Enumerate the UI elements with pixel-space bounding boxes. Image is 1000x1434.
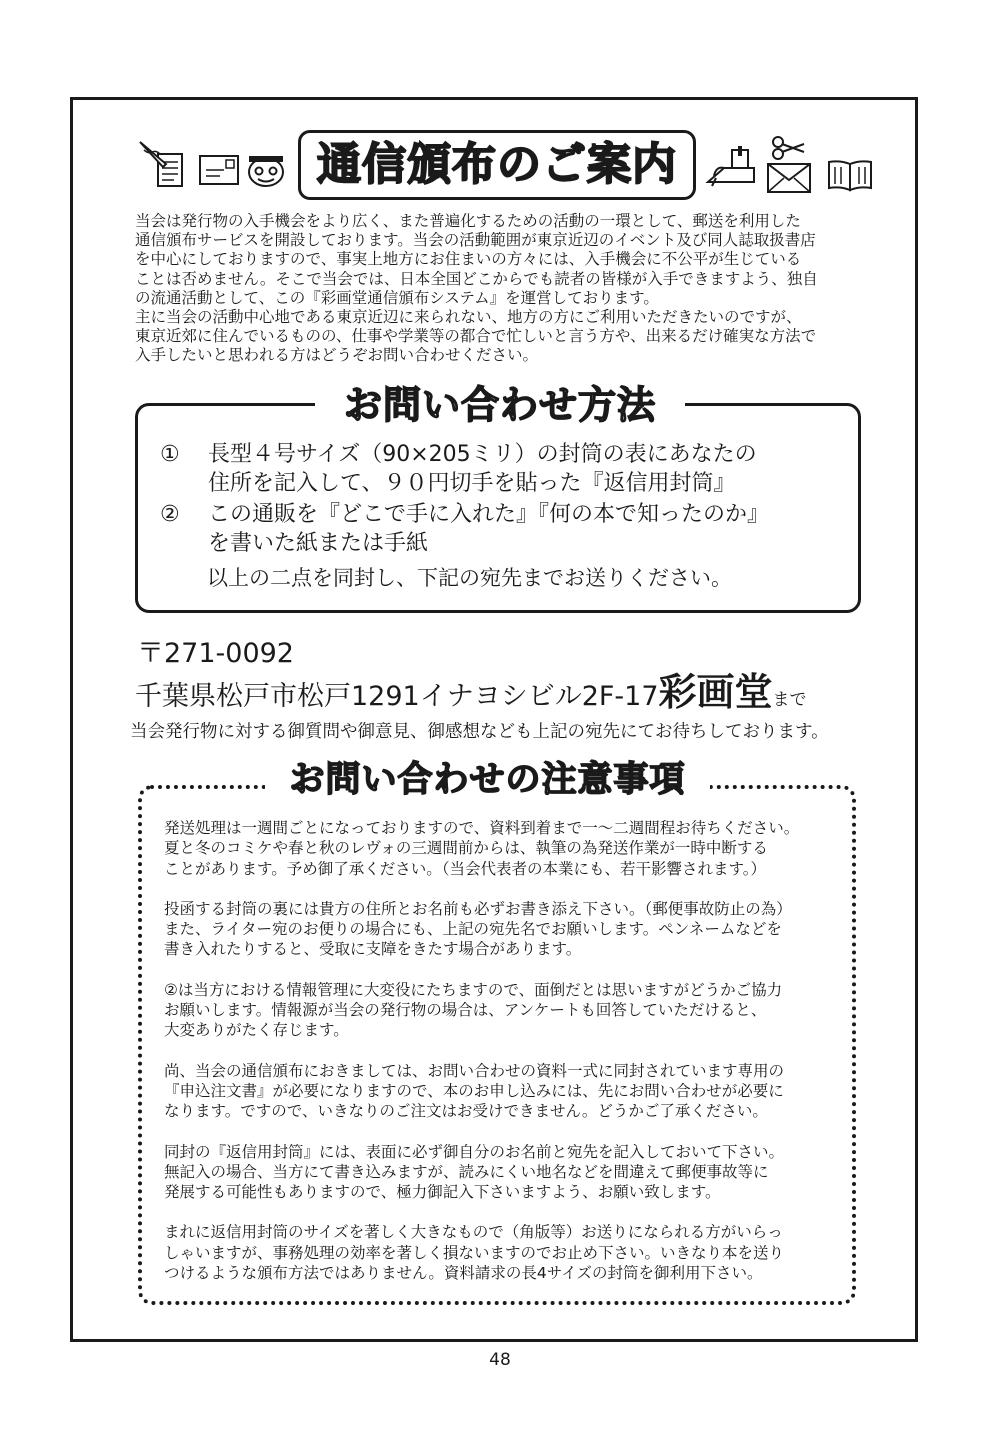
postal-code: 〒271-0092 xyxy=(137,638,294,669)
face-icon xyxy=(246,152,286,188)
open-book-icon xyxy=(826,158,874,192)
caution-line: ②は当方における情報管理に大変役にたちますので、面倒だとは思いますがどうかご協力 xyxy=(164,980,783,999)
method-closing: 以上の二点を同封し、下記の宛先までお送りください。 xyxy=(207,566,732,590)
page-title: 通信頒布のご案内 xyxy=(317,139,677,190)
pen-document-icon xyxy=(136,138,188,190)
caution-paragraph xyxy=(164,1061,844,1122)
intro-line: 通信頒布サービスを開設しております。当会の活動範囲が東京近辺のイベント及び同人誌取扱書店 xyxy=(135,231,816,250)
caution-line: 発展する可能性もありますので、極力御記入下さいますよう、お願い致します。 xyxy=(164,1183,721,1202)
method-item xyxy=(160,440,757,498)
title-box xyxy=(298,130,696,200)
method-item-line: 住所を記入して、９０円切手を貼った『返信用封筒』 xyxy=(208,471,736,496)
intro-line: 東京近郊に住んでいるものの、仕事や学業等の都合で忙しいと言う方や、出来るだけ確実な方法で xyxy=(135,327,817,346)
address-note: 当会発行物に対する御質問や御意見、御感想なども上記の宛先にてお待ちしております。 xyxy=(130,722,829,742)
intro-line: を中心にしておりますので、事実上地方にお住まいの方々には、入手機会に不公平が生じている xyxy=(135,250,802,269)
caution-line: 夏と冬のコミケや春と秋のレヴォの三週間前からは、執筆の為発送作業が一時中断する xyxy=(164,839,768,858)
caution-paragraph xyxy=(164,818,844,879)
intro-line: の流通活動として、この『彩画堂通信頒布システム』を運営しております。 xyxy=(135,288,659,307)
caution-line: お願いします。情報源が当会の発行物の場合は、アンケートも回答していただけると、 xyxy=(164,1001,767,1020)
method-item xyxy=(160,500,769,558)
method-item-line: を書いた紙または手紙 xyxy=(208,531,429,556)
caution-line: 尚、当会の通信頒布におきましては、お問い合わせの資料一式に同封されています専用の xyxy=(164,1061,785,1080)
intro-text xyxy=(135,212,875,366)
caution-line: しゃいますが、事務処理の効率を著しく損ないますのでお止め下さい。いきなり本を送り xyxy=(164,1243,785,1262)
method-item-line: この通販を『どこで手に入れた』『何の本で知ったのか』 xyxy=(208,502,770,527)
method-item-line: 長型４号サイズ（90×205ミリ）の封筒の表にあなたの xyxy=(208,442,757,467)
caution-line: 投函する封筒の裏には貴方の住所とお名前も必ずお書き添え下さい。（郵便事故防止の為） xyxy=(164,899,792,918)
caution-line: 無記入の場合、当方にて書き込みますが、読みにくい地名などを間違えて郵便事故等に xyxy=(164,1162,769,1181)
caution-line: 書き入れたりすると、受取に支障をきたす場合があります。 xyxy=(164,940,582,959)
caution-line: 大変ありがたく存じます。 xyxy=(164,1021,349,1040)
street-address: 千葉県松戸市松戸1291イナヨシビル2F-17 xyxy=(135,681,659,712)
intro-line: 入手したいと思われる方はどうぞお問い合わせください。 xyxy=(135,346,539,365)
intro-line: ことは否めません。そこで当会では、日本全国どこからでも読者の皆様が入手できますよう、独自 xyxy=(135,269,818,288)
caution-line: 同封の『返信用封筒』には、表面に必ず御自分のお名前と宛先を記入しておいて下さい。 xyxy=(164,1142,785,1161)
caution-line: つけるような頒布方法ではありません。資料請求の長4サイズの封筒を御利用下さい。 xyxy=(164,1264,763,1283)
destination-name: 彩画堂 xyxy=(658,670,773,714)
caution-line: ことがあります。予め御了承ください。（当会代表者の本業にも、若干影響されます。） xyxy=(164,859,767,878)
caution-paragraph xyxy=(164,899,844,960)
caution-paragraph xyxy=(164,1222,844,1283)
intro-line: 主に当会の活動中心地である東京近辺に来られない、地方の方にご利用いただきたいのですが、 xyxy=(135,308,802,327)
caution-line: なります。ですので、いきなりのご注文はお受けできません。どうかご了承ください。 xyxy=(164,1102,768,1121)
caution-line: 『申込注文書』が必要になりますので、本のお申し込みには、先にお問い合わせが必要に xyxy=(164,1081,784,1100)
address-suffix: まで xyxy=(772,690,807,710)
header xyxy=(130,130,875,205)
letter-icon xyxy=(198,152,240,188)
page-number: 48 xyxy=(489,1350,511,1370)
caution-paragraph xyxy=(164,980,844,1041)
caution-paragraph xyxy=(164,1142,844,1203)
caution-line: また、ライター宛のお便りの場合にも、上記の宛先名でお願いします。ペンネームなどを xyxy=(164,920,782,939)
caution-heading: お問い合わせの注意事項 xyxy=(265,758,710,802)
intro-line: 当会は発行物の入手機会をより広く、また普遍化するための活動の一環として、郵送を利用した xyxy=(135,212,801,230)
method-item-number: ② xyxy=(160,502,180,527)
address-line xyxy=(135,670,807,722)
mailbox-icon xyxy=(704,144,758,190)
caution-paragraphs xyxy=(164,818,844,1303)
caution-line: まれに返信用封筒のサイズを著しく大きなもので（角版等）お送りになられる方がいらっ xyxy=(164,1223,783,1242)
scissors-envelope-icon xyxy=(764,134,814,196)
method-item-number: ① xyxy=(160,442,180,467)
method-heading: お問い合わせ方法 xyxy=(315,383,685,427)
caution-line: 発送処理は一週間ごとになっておりますので、資料到着まで一～二週間程お待ちください。 xyxy=(164,819,800,837)
